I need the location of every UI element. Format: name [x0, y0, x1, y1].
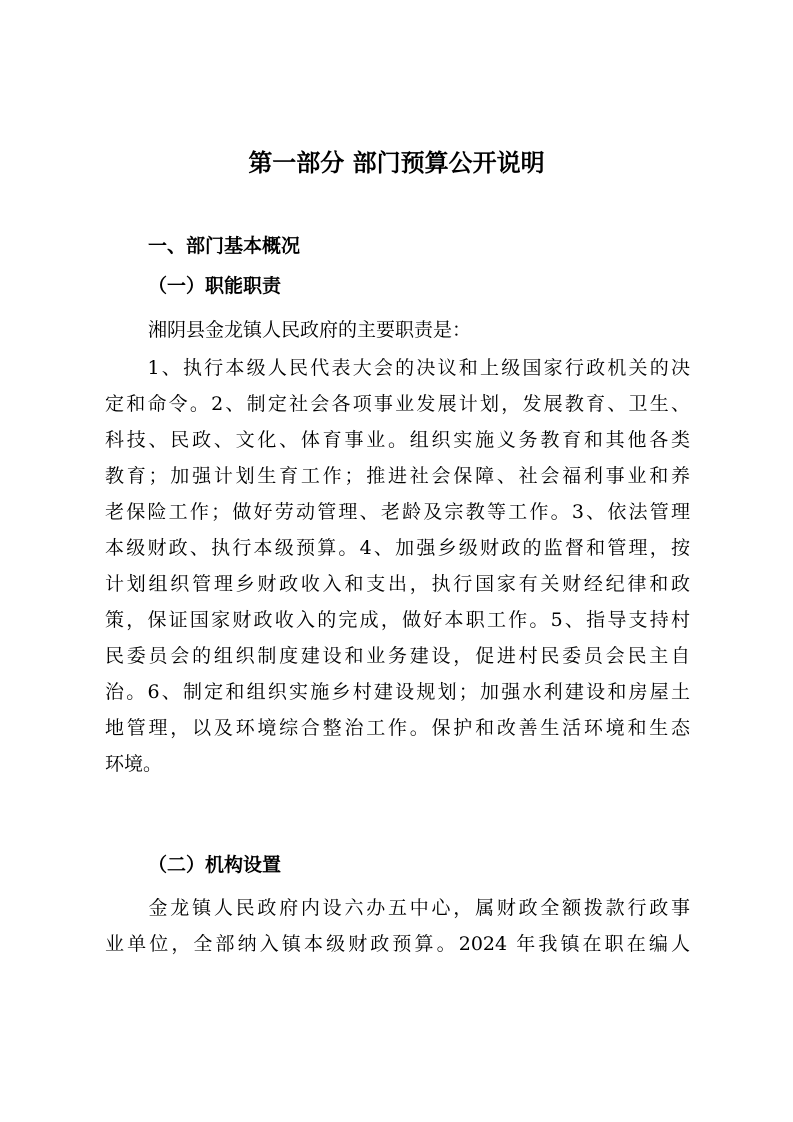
- subsection-heading-duties: （一）职能职责: [148, 275, 282, 297]
- paragraph-line: 教育；加强计划生育工作；推进社会保障、社会福利事业和养: [105, 465, 690, 487]
- paragraph-line: 计划组织管理乡财政收入和支出，执行国家有关财经纪律和政: [105, 573, 690, 595]
- paragraph-line: 科技、民政、文化、体育事业。组织实施义务教育和其他各类: [105, 429, 690, 451]
- subsection-heading-organization: （二）机构设置: [148, 854, 282, 876]
- paragraph-line: 老保险工作；做好劳动管理、老龄及宗教等工作。3、依法管理: [105, 501, 690, 523]
- duties-paragraph: [105, 350, 690, 782]
- paragraph-line: 民委员会的组织制度建设和业务建设，促进村民委员会民主自: [105, 645, 690, 667]
- duties-intro: 湘阴县金龙镇人民政府的主要职责是：: [148, 319, 472, 341]
- paragraph-line: 环境。: [105, 753, 163, 775]
- paragraph-line: 地管理，以及环境综合整治工作。保护和改善生活环境和生态: [105, 717, 690, 739]
- section-heading-basic-overview: 一、部门基本概况: [148, 235, 301, 257]
- paragraph-line: 策，保证国家财政收入的完成，做好本职工作。5、指导支持村: [105, 609, 690, 631]
- paragraph-line: 治。6、制定和组织实施乡村建设规划；加强水利建设和房屋土: [105, 681, 690, 703]
- organization-paragraph: [105, 890, 690, 962]
- paragraph-line: 定和命令。2、制定社会各项事业发展计划，发展教育、卫生、: [105, 393, 690, 415]
- paragraph-line: 业单位，全部纳入镇本级财政预算。2024 年我镇在职在编人: [105, 933, 690, 955]
- paragraph-line: 金龙镇人民政府内设六办五中心，属财政全额拨款行政事: [105, 897, 690, 919]
- paragraph-line: 1、执行本级人民代表大会的决议和上级国家行政机关的决: [105, 357, 690, 379]
- paragraph-line: 本级财政、执行本级预算。4、加强乡级财政的监督和管理，按: [105, 537, 690, 559]
- document-title: 第一部分 部门预算公开说明: [248, 149, 545, 177]
